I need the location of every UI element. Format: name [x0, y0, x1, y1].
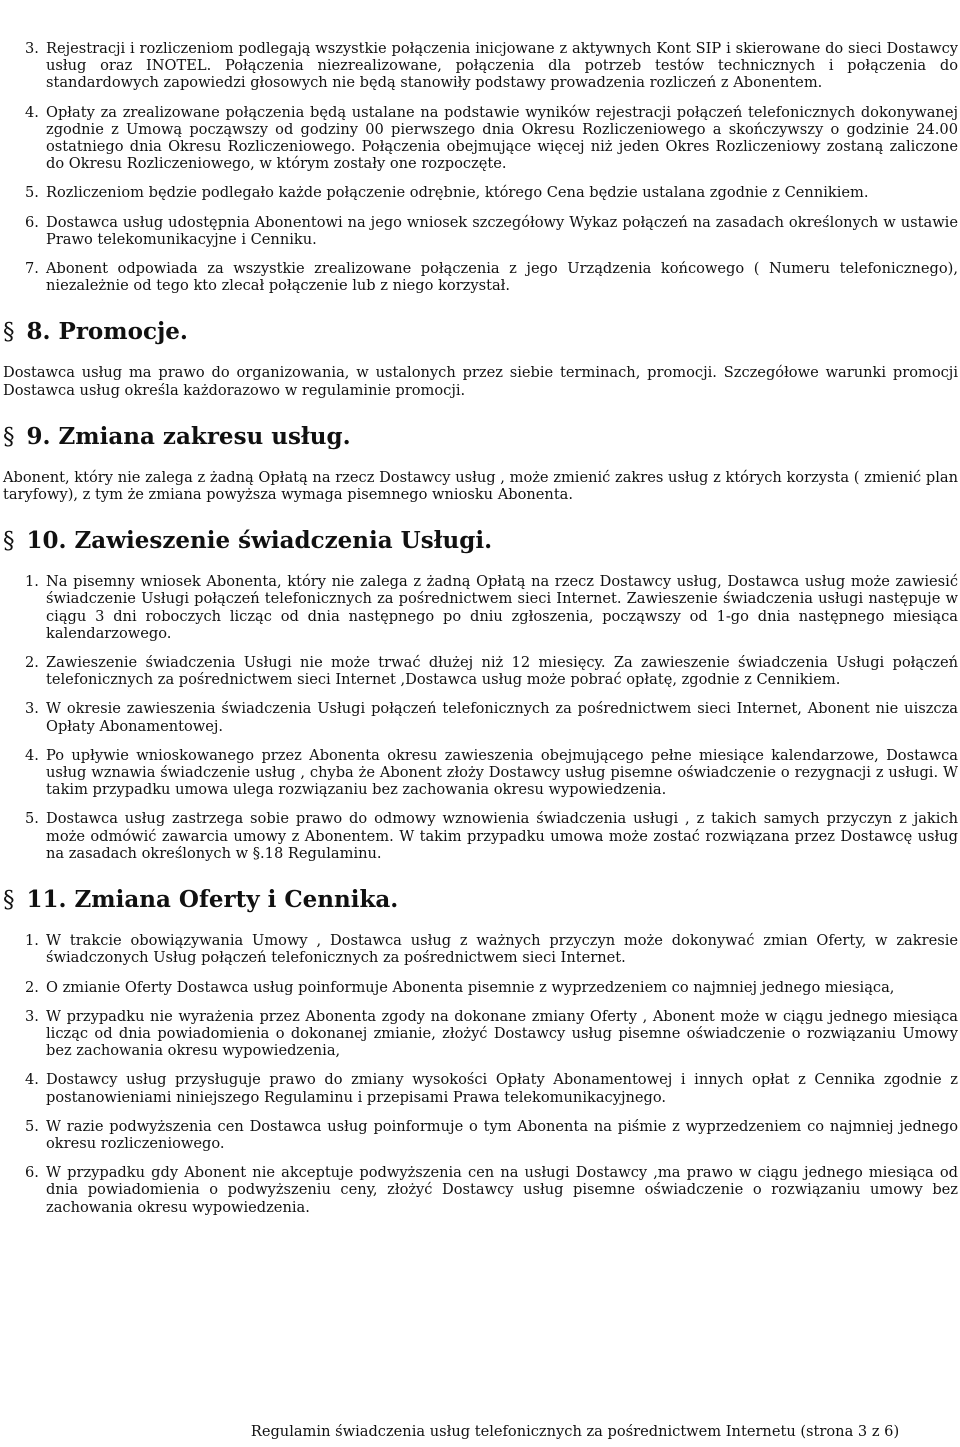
section-heading-11: § 11. Zmiana Oferty i Cennika. — [3, 886, 399, 914]
list-item: 1. W trakcie obowiązywania Umowy , Dostawca usług z ważnych przyczyn może dokonywać zmian Oferty, w zakresie świadczonych Usług połączeń telefonicznych za pośrednictwem sieci Internet. — [25, 932, 958, 967]
list-item: 5. Dostawca usług zastrzega sobie prawo do odmowy wznowienia świadczenia usługi , z takich samych przyczyn z jakich może odmówić zawarcia umowy z Abonentem. W takim przypadku umowa może zostać rozwiązana przez Dostawcę usług na zasadach określonych w §.18 Regulaminu. — [25, 810, 958, 862]
paragraph-sign: § — [3, 528, 15, 555]
list-item: 3. W przypadku nie wyrażenia przez Abonenta zgody na dokonane zmiany Oferty , Abonent może w ciągu jednego miesiąca licząc od dnia powiadomienia o dokonanej zmianie, złożyć Dostawcy usług pisemne oświadczenie o rozwiązaniu Umowy bez zachowania okresu wypowiedzenia, — [25, 1007, 958, 1060]
section-10-list — [3, 573, 958, 862]
page-footer: Regulamin świadczenia usług telefonicznych za pośrednictwem Internetu (strona 3 z 6) — [250, 1423, 900, 1440]
list-item: 7. Abonent odpowiada za wszystkie zrealizowane połączenia z jego Urządzenia końcowego ( Numeru telefonicznego), niezależnie od tego kto zlecał połączenie lub z niego korzystał. — [25, 260, 958, 295]
section-heading-8: § 8. Promocje. — [3, 318, 188, 346]
paragraph-sign: § — [3, 423, 15, 450]
list-item: 4. Dostawcy usług przysługuje prawo do zmiany wysokości Opłaty Abonamentowej i innych opłat z Cennika zgodnie z postanowieniami niniejszego Regulaminu i przepisami Prawa telekomunikacyjnego. — [25, 1071, 958, 1106]
section-8-text: Dostawca usług ma prawo do organizowania, w ustalonych przez siebie terminach, promocji. Szczegółowe warunki promocji Dostawca usług określa każdorazowo w regulaminie promocji. — [3, 364, 958, 399]
list-item: 1. Na pisemny wniosek Abonenta, który nie zalega z żadną Opłatą na rzecz Dostawcy usług, Dostawca usług może zawiesić świadczenie Usługi połączeń telefonicznych za pośrednictwem sieci Internet. Zawieszenie świadczenia usługi następuje w ciągu 3 dni roboczych licząc od dnia następnego po dniu zgłoszenia, począwszy od 1-go dnia następnego miesiąca kalendarzowego. — [25, 573, 958, 642]
section-9-text: Abonent, który nie zalega z żadną Opłatą na rzecz Dostawcy usług , może zmienić zakres usług z których korzysta ( zmienić plan taryfowy), z tym że zmiana powyższa wymaga pisemnego wniosku Abonenta. — [3, 468, 958, 504]
section-heading-9: § 9. Zmiana zakresu usług. — [3, 422, 351, 450]
list-item: 2. Zawieszenie świadczenia Usługi nie może trwać dłużej niż 12 miesięcy. Za zawieszenie świadczenia Usługi połączeń telefonicznych za pośrednictwem sieci Internet ,Dostawca usług może pobrać opłatę, zgodnie z Cennikiem. — [25, 654, 958, 689]
list-item: 5. Rozliczeniom będzie podlegało każde połączenie odrębnie, którego Cena będzie ustalana zgodnie z Cennikiem. — [25, 184, 869, 202]
paragraph-sign: § — [3, 887, 15, 914]
list-item: 3. Rejestracji i rozliczeniom podlegają wszystkie połączenia inicjowane z aktywnych Kont SIP i skierowane do sieci Dostawcy usług oraz INOTEL. Połączenia niezrealizowane, połączenia dla potrzeb testów technicznych i połączenia do standardowych zapowiedzi głosowych nie będą stanowiły podstawy prowadzenia rozliczeń z Abonentem. — [25, 40, 958, 92]
section-heading-10: § 10. Zawieszenie świadczenia Usługi. — [3, 527, 493, 555]
list-item: 5. W razie podwyższenia cen Dostawca usług poinformuje o tym Abonenta na piśmie z wyprzedzeniem co najmniej jednego okresu rozliczeniowego. — [25, 1117, 958, 1152]
list-item: 3. W okresie zawieszenia świadczenia Usługi połączeń telefonicznych za pośrednictwem sieci Internet, Abonent nie uiszcza Opłaty Abonamentowej. — [25, 700, 958, 735]
list-item: 6. W przypadku gdy Abonent nie akceptuje podwyższenia cen na usługi Dostawcy ,ma prawo w ciągu jednego miesiąca od dnia powiadomienia o podwyższeniu ceny, złożyć Dostawcy usług pisemne oświadczenie o rozwiązaniu umowy bez zachowania okresu wypowiedzenia. — [25, 1164, 958, 1216]
list-item: 4. Opłaty za zrealizowane połączenia będą ustalane na podstawie wyników rejestracji połączeń telefonicznych dokonywanej zgodnie z Umową począwszy od godziny 00 pierwszego dnia Okresu Rozliczeniowego a skończywszy o godzinie 24.00 ostatniego dnia Okresu Rozliczeniowego. Połączenia obejmujące więcej niż jeden Okres Rozliczeniowy zostaną zaliczone do Okresu Rozliczeniowego, w którym zostały one rozpoczęte. — [25, 103, 958, 173]
list-item: 2. O zmianie Oferty Dostawca usług poinformuje Abonenta pisemnie z wyprzedzeniem co najmniej jednego miesiąca, — [25, 978, 895, 996]
list-item: 6. Dostawca usług udostępnia Abonentowi na jego wniosek szczegółowy Wykaz połączeń na zasadach określonych w ustawie Prawo telekomunikacyjne i Cenniku. — [25, 213, 958, 248]
paragraph-sign: § — [3, 319, 15, 346]
section-11-list — [3, 932, 958, 1216]
list-item: 4. Po upływie wnioskowanego przez Abonenta okresu zawieszenia obejmującego pełne miesiące kalendarzowe, Dostawca usług wznawia świadczenie usług , chyba że Abonent złoży Dostawcy usług pisemne oświadczenie o rezygnacji z usługi. W takim przypadku umowa ulega rozwiązaniu bez zachowania okresu wypowiedzenia. — [25, 746, 958, 799]
continued-list — [3, 40, 958, 294]
